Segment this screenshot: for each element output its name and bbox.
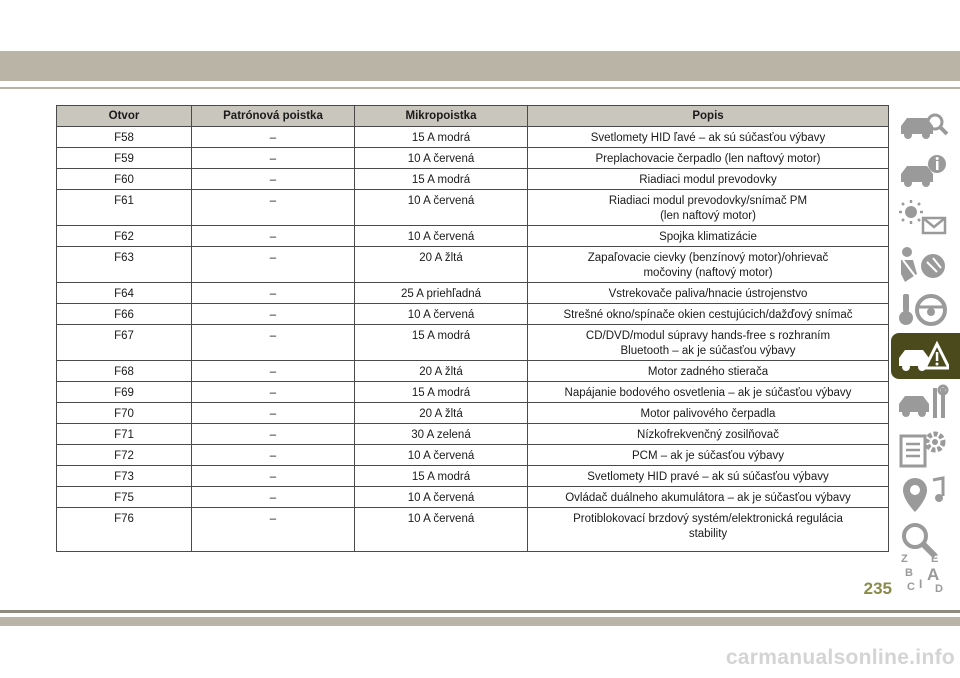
- bottom-decorative-band: [0, 617, 960, 626]
- sidebar-tab-multimedia[interactable]: [891, 471, 953, 517]
- popis-cell: Riadiaci modul prevodovky/snímač PM (len naftový motor): [528, 190, 889, 226]
- table-row: [57, 508, 889, 552]
- mikropoistka-cell: 10 A červená: [355, 508, 528, 552]
- mikropoistka-cell: 30 A zelená: [355, 424, 528, 445]
- patronova-poistka-cell: –: [192, 226, 355, 247]
- table-row: [57, 283, 889, 304]
- table-row: [57, 148, 889, 169]
- otvor-cell: F61: [57, 190, 192, 226]
- otvor-cell: F64: [57, 283, 192, 304]
- fuse-table-body: [57, 127, 889, 552]
- otvor-cell: F62: [57, 226, 192, 247]
- patronova-poistka-cell: –: [192, 148, 355, 169]
- table-row: [57, 127, 889, 148]
- svg-text:I: I: [919, 577, 923, 591]
- mikropoistka-cell: 15 A modrá: [355, 466, 528, 487]
- column-header-mikropoistka: Mikropoistka: [355, 106, 528, 127]
- svg-text:C: C: [907, 581, 915, 593]
- popis-cell: Zapaľovacie cievky (benzínový motor)/ohrievač močoviny (naftový motor): [528, 247, 889, 283]
- ignition-steering-icon: [897, 290, 949, 330]
- mikropoistka-cell: 20 A žltá: [355, 361, 528, 382]
- otvor-cell: F67: [57, 325, 192, 361]
- patronova-poistka-cell: –: [192, 361, 355, 382]
- sidebar-tab-ignition-steering[interactable]: [891, 287, 953, 333]
- table-row: [57, 169, 889, 190]
- alphabet-index-icon: [897, 550, 949, 594]
- top-decorative-band: [0, 51, 960, 81]
- popis-cell: Nízkofrekvenčný zosilňovač: [528, 424, 889, 445]
- patronova-poistka-cell: –: [192, 127, 355, 148]
- sidebar-tab-breakdown-active[interactable]: [891, 333, 960, 379]
- sidebar-tab-alphabet-index[interactable]: [891, 547, 953, 593]
- table-row: [57, 424, 889, 445]
- car-info-icon: [897, 152, 949, 192]
- page-number: 235: [863, 579, 892, 598]
- svg-text:B: B: [905, 567, 913, 579]
- mikropoistka-cell: 25 A priehľadná: [355, 283, 528, 304]
- otvor-cell: F72: [57, 445, 192, 466]
- patronova-poistka-cell: –: [192, 382, 355, 403]
- warning-lights-message-icon: [897, 198, 949, 238]
- otvor-cell: F60: [57, 169, 192, 190]
- patronova-poistka-cell: –: [192, 169, 355, 190]
- mikropoistka-cell: 10 A červená: [355, 148, 528, 169]
- table-row: [57, 190, 889, 226]
- popis-cell: Vstrekovače paliva/hnacie ústrojenstvo: [528, 283, 889, 304]
- otvor-cell: F66: [57, 304, 192, 325]
- mikropoistka-cell: 20 A žltá: [355, 403, 528, 424]
- table-row: [57, 445, 889, 466]
- popis-cell: Spojka klimatizácie: [528, 226, 889, 247]
- car-breakdown-warning-icon: [897, 336, 949, 376]
- popis-cell: Svetlomety HID ľavé – ak sú súčasťou výbavy: [528, 127, 889, 148]
- popis-cell: Napájanie bodového osvetlenia – ak je súčasťou výbavy: [528, 382, 889, 403]
- otvor-cell: F58: [57, 127, 192, 148]
- popis-cell: Strešné okno/spínače okien cestujúcich/dažďový snímač: [528, 304, 889, 325]
- otvor-cell: F71: [57, 424, 192, 445]
- popis-cell: Riadiaci modul prevodovky: [528, 169, 889, 190]
- chapter-sidebar: [891, 103, 957, 593]
- column-header-popis: Popis: [528, 106, 889, 127]
- sidebar-tab-car-search[interactable]: [891, 103, 953, 149]
- mikropoistka-cell: 15 A modrá: [355, 382, 528, 403]
- sidebar-tab-airbag-seatbelt[interactable]: [891, 241, 953, 287]
- patronova-poistka-cell: –: [192, 325, 355, 361]
- watermark-text: carmanualsonline.info: [725, 646, 955, 669]
- mikropoistka-cell: 10 A červená: [355, 304, 528, 325]
- patronova-poistka-cell: –: [192, 190, 355, 226]
- otvor-cell: F76: [57, 508, 192, 552]
- otvor-cell: F69: [57, 382, 192, 403]
- multimedia-navigation-icon: [897, 474, 949, 514]
- popis-cell: Svetlomety HID pravé – ak sú súčasťou výbavy: [528, 466, 889, 487]
- popis-cell: CD/DVD/modul súpravy hands-free s rozhraním Bluetooth – ak je súčasťou výbavy: [528, 325, 889, 361]
- mikropoistka-cell: 10 A červená: [355, 445, 528, 466]
- mikropoistka-cell: 15 A modrá: [355, 127, 528, 148]
- patronova-poistka-cell: –: [192, 403, 355, 424]
- table-row: [57, 226, 889, 247]
- table-row: [57, 304, 889, 325]
- column-header-otvor: Otvor: [57, 106, 192, 127]
- table-row: [57, 325, 889, 361]
- patronova-poistka-cell: –: [192, 247, 355, 283]
- mikropoistka-cell: 10 A červená: [355, 190, 528, 226]
- top-decorative-stripe: [0, 87, 960, 89]
- sidebar-tab-warning-lights[interactable]: [891, 195, 953, 241]
- patronova-poistka-cell: –: [192, 487, 355, 508]
- svg-text:Z: Z: [901, 553, 908, 565]
- otvor-cell: F59: [57, 148, 192, 169]
- mikropoistka-cell: 15 A modrá: [355, 169, 528, 190]
- otvor-cell: F70: [57, 403, 192, 424]
- table-row: [57, 382, 889, 403]
- patronova-poistka-cell: –: [192, 466, 355, 487]
- patronova-poistka-cell: –: [192, 508, 355, 552]
- sidebar-tab-specifications[interactable]: [891, 425, 953, 471]
- specifications-gear-icon: [897, 428, 949, 468]
- car-search-icon: [897, 106, 949, 146]
- mikropoistka-cell: 10 A červená: [355, 487, 528, 508]
- table-row: [57, 466, 889, 487]
- table-row: [57, 247, 889, 283]
- popis-cell: Motor zadného stierača: [528, 361, 889, 382]
- car-service-tools-icon: [897, 382, 949, 422]
- popis-cell: Preplachovacie čerpadlo (len naftový motor): [528, 148, 889, 169]
- patronova-poistka-cell: –: [192, 304, 355, 325]
- sidebar-tab-car-info[interactable]: [891, 149, 953, 195]
- popis-cell: Protiblokovací brzdový systém/elektronická regulácia stability: [528, 508, 889, 552]
- otvor-cell: F68: [57, 361, 192, 382]
- svg-text:D: D: [935, 583, 943, 594]
- table-row: [57, 487, 889, 508]
- table-row: [57, 403, 889, 424]
- popis-cell: Motor palivového čerpadla: [528, 403, 889, 424]
- patronova-poistka-cell: –: [192, 283, 355, 304]
- otvor-cell: F63: [57, 247, 192, 283]
- patronova-poistka-cell: –: [192, 445, 355, 466]
- svg-text:A: A: [927, 565, 940, 584]
- popis-cell: Ovládač duálneho akumulátora – ak je súčasťou výbavy: [528, 487, 889, 508]
- mikropoistka-cell: 10 A červená: [355, 226, 528, 247]
- mikropoistka-cell: 20 A žltá: [355, 247, 528, 283]
- patronova-poistka-cell: –: [192, 424, 355, 445]
- column-header-patronova-poistka: Patrónová poistka: [192, 106, 355, 127]
- fuse-table: [56, 105, 889, 552]
- airbag-seatbelt-icon: [897, 244, 949, 284]
- table-row: [57, 361, 889, 382]
- popis-cell: PCM – ak je súčasťou výbavy: [528, 445, 889, 466]
- sidebar-tab-service-tools[interactable]: [891, 379, 953, 425]
- table-header-row: [57, 106, 889, 127]
- otvor-cell: F73: [57, 466, 192, 487]
- otvor-cell: F75: [57, 487, 192, 508]
- mikropoistka-cell: 15 A modrá: [355, 325, 528, 361]
- svg-text:E: E: [931, 553, 939, 565]
- bottom-decorative-line: [0, 610, 960, 613]
